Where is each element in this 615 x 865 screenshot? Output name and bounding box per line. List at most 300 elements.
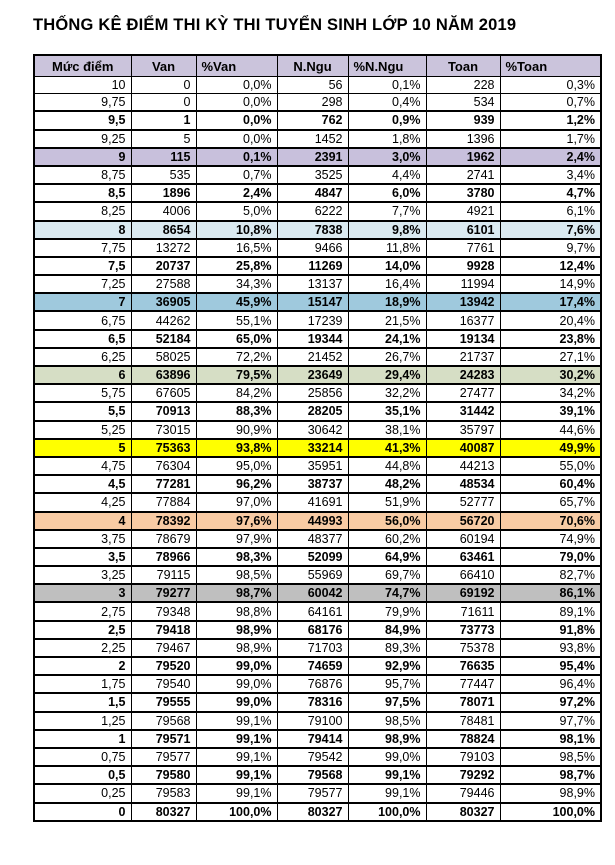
score-cell: 1,75 (34, 675, 131, 693)
table-row (34, 693, 601, 711)
value-cell: 16,4% (348, 275, 426, 293)
value-cell: 64161 (277, 602, 348, 620)
header-row (34, 55, 601, 77)
value-cell: 7838 (277, 221, 348, 239)
value-cell: 7761 (426, 239, 500, 257)
value-cell: 0,7% (500, 94, 601, 112)
value-cell: 6222 (277, 202, 348, 220)
value-cell: 97,5% (348, 693, 426, 711)
value-cell: 70913 (131, 402, 196, 420)
value-cell: 64,9% (348, 548, 426, 566)
value-cell: 79555 (131, 693, 196, 711)
table-row (34, 311, 601, 329)
value-cell: 56 (277, 77, 348, 94)
score-cell: 6,5 (34, 330, 131, 348)
value-cell: 52777 (426, 493, 500, 511)
table-row (34, 675, 601, 693)
value-cell: 80327 (277, 803, 348, 821)
value-cell: 4006 (131, 202, 196, 220)
table-row (34, 548, 601, 566)
value-cell: 69,7% (348, 566, 426, 584)
value-cell: 80327 (426, 803, 500, 821)
value-cell: 1,7% (500, 130, 601, 148)
score-cell: 8 (34, 221, 131, 239)
table-row (34, 257, 601, 275)
score-cell: 2,25 (34, 639, 131, 657)
value-cell: 41,3% (348, 439, 426, 457)
value-cell: 228 (426, 77, 500, 94)
value-cell: 98,9% (196, 621, 277, 639)
value-cell: 91,8% (500, 621, 601, 639)
value-cell: 79577 (277, 784, 348, 802)
value-cell: 1962 (426, 148, 500, 166)
value-cell: 78481 (426, 712, 500, 730)
value-cell: 99,1% (196, 748, 277, 766)
value-cell: 55,0% (500, 457, 601, 475)
table-row (34, 803, 601, 821)
value-cell: 60194 (426, 530, 500, 548)
value-cell: 88,3% (196, 402, 277, 420)
value-cell: 1452 (277, 130, 348, 148)
value-cell: 45,9% (196, 293, 277, 311)
value-cell: 79,9% (348, 602, 426, 620)
value-cell: 99,1% (196, 712, 277, 730)
value-cell: 99,0% (196, 657, 277, 675)
value-cell: 100,0% (348, 803, 426, 821)
value-cell: 9928 (426, 257, 500, 275)
value-cell: 44,8% (348, 457, 426, 475)
score-statistics-table (33, 54, 602, 822)
value-cell: 98,5% (348, 712, 426, 730)
value-cell: 76304 (131, 457, 196, 475)
value-cell: 1896 (131, 184, 196, 202)
value-cell: 35951 (277, 457, 348, 475)
table-row (34, 421, 601, 439)
table-row (34, 602, 601, 620)
value-cell: 0 (131, 94, 196, 112)
value-cell: 2741 (426, 166, 500, 184)
table-row (34, 239, 601, 257)
value-cell: 73773 (426, 621, 500, 639)
value-cell: 98,8% (196, 602, 277, 620)
value-cell: 6101 (426, 221, 500, 239)
value-cell: 55,1% (196, 311, 277, 329)
value-cell: 14,9% (500, 275, 601, 293)
value-cell: 77447 (426, 675, 500, 693)
value-cell: 2,4% (500, 148, 601, 166)
value-cell: 97,7% (500, 712, 601, 730)
value-cell: 0,9% (348, 111, 426, 129)
value-cell: 20,4% (500, 311, 601, 329)
value-cell: 100,0% (196, 803, 277, 821)
value-cell: 44,6% (500, 421, 601, 439)
value-cell: 26,7% (348, 348, 426, 366)
value-cell: 0 (131, 77, 196, 94)
value-cell: 79542 (277, 748, 348, 766)
value-cell: 78966 (131, 548, 196, 566)
score-cell: 9 (34, 148, 131, 166)
value-cell: 939 (426, 111, 500, 129)
value-cell: 0,0% (196, 130, 277, 148)
score-cell: 0,5 (34, 766, 131, 784)
value-cell: 93,8% (196, 439, 277, 457)
value-cell: 79,0% (500, 548, 601, 566)
score-cell: 6,75 (34, 311, 131, 329)
value-cell: 17,4% (500, 293, 601, 311)
value-cell: 58025 (131, 348, 196, 366)
value-cell: 98,9% (196, 639, 277, 657)
value-cell: 71611 (426, 602, 500, 620)
value-cell: 98,5% (500, 748, 601, 766)
column-header: N.Ngu (277, 55, 348, 77)
value-cell: 30642 (277, 421, 348, 439)
value-cell: 1396 (426, 130, 500, 148)
value-cell: 75363 (131, 439, 196, 457)
value-cell: 12,4% (500, 257, 601, 275)
column-header: %Van (196, 55, 277, 77)
value-cell: 19134 (426, 330, 500, 348)
table-row (34, 221, 601, 239)
table-row (34, 457, 601, 475)
value-cell: 79414 (277, 730, 348, 748)
value-cell: 16377 (426, 311, 500, 329)
value-cell: 99,1% (196, 766, 277, 784)
value-cell: 79,5% (196, 366, 277, 384)
table-row (34, 166, 601, 184)
value-cell: 78824 (426, 730, 500, 748)
value-cell: 298 (277, 94, 348, 112)
value-cell: 100,0% (500, 803, 601, 821)
value-cell: 4,4% (348, 166, 426, 184)
table-row (34, 439, 601, 457)
value-cell: 98,9% (500, 784, 601, 802)
value-cell: 52099 (277, 548, 348, 566)
value-cell: 84,9% (348, 621, 426, 639)
table-row (34, 566, 601, 584)
value-cell: 79446 (426, 784, 500, 802)
value-cell: 79568 (131, 712, 196, 730)
score-cell: 6 (34, 366, 131, 384)
value-cell: 25,8% (196, 257, 277, 275)
table-row (34, 712, 601, 730)
value-cell: 79115 (131, 566, 196, 584)
value-cell: 34,3% (196, 275, 277, 293)
value-cell: 77884 (131, 493, 196, 511)
value-cell: 72,2% (196, 348, 277, 366)
value-cell: 49,9% (500, 439, 601, 457)
value-cell: 80327 (131, 803, 196, 821)
value-cell: 0,0% (196, 77, 277, 94)
value-cell: 21452 (277, 348, 348, 366)
value-cell: 36905 (131, 293, 196, 311)
value-cell: 56720 (426, 512, 500, 530)
value-cell: 79577 (131, 748, 196, 766)
value-cell: 44262 (131, 311, 196, 329)
score-cell: 5,75 (34, 384, 131, 402)
value-cell: 78392 (131, 512, 196, 530)
score-cell: 5,5 (34, 402, 131, 420)
value-cell: 27588 (131, 275, 196, 293)
score-cell: 0,75 (34, 748, 131, 766)
value-cell: 19344 (277, 330, 348, 348)
value-cell: 60,2% (348, 530, 426, 548)
value-cell: 65,0% (196, 330, 277, 348)
value-cell: 5 (131, 130, 196, 148)
value-cell: 99,0% (348, 748, 426, 766)
score-cell: 3,5 (34, 548, 131, 566)
value-cell: 98,5% (196, 566, 277, 584)
value-cell: 76876 (277, 675, 348, 693)
table-row (34, 184, 601, 202)
value-cell: 2,4% (196, 184, 277, 202)
score-cell: 5 (34, 439, 131, 457)
value-cell: 29,4% (348, 366, 426, 384)
value-cell: 98,9% (348, 730, 426, 748)
table-row (34, 657, 601, 675)
column-header: %Toan (500, 55, 601, 77)
value-cell: 60,4% (500, 475, 601, 493)
value-cell: 11,8% (348, 239, 426, 257)
value-cell: 3525 (277, 166, 348, 184)
value-cell: 0,0% (196, 111, 277, 129)
value-cell: 34,2% (500, 384, 601, 402)
value-cell: 3780 (426, 184, 500, 202)
value-cell: 20737 (131, 257, 196, 275)
value-cell: 79580 (131, 766, 196, 784)
value-cell: 44213 (426, 457, 500, 475)
value-cell: 78679 (131, 530, 196, 548)
value-cell: 40087 (426, 439, 500, 457)
value-cell: 97,6% (196, 512, 277, 530)
value-cell: 68176 (277, 621, 348, 639)
table-row (34, 275, 601, 293)
value-cell: 27477 (426, 384, 500, 402)
score-cell: 5,25 (34, 421, 131, 439)
table-row (34, 584, 601, 602)
value-cell: 97,0% (196, 493, 277, 511)
value-cell: 79467 (131, 639, 196, 657)
value-cell: 0,3% (500, 77, 601, 94)
table-row (34, 130, 601, 148)
value-cell: 2391 (277, 148, 348, 166)
value-cell: 56,0% (348, 512, 426, 530)
value-cell: 79348 (131, 602, 196, 620)
value-cell: 51,9% (348, 493, 426, 511)
table-row (34, 366, 601, 384)
value-cell: 71703 (277, 639, 348, 657)
value-cell: 75378 (426, 639, 500, 657)
score-cell: 3,25 (34, 566, 131, 584)
page-title: THỐNG KÊ ĐIỂM THI KỲ THI TUYỂN SINH LỚP 10 NĂM 2019 (33, 16, 517, 34)
value-cell: 0,1% (196, 148, 277, 166)
score-cell: 7 (34, 293, 131, 311)
value-cell: 4,7% (500, 184, 601, 202)
score-cell: 4 (34, 512, 131, 530)
value-cell: 82,7% (500, 566, 601, 584)
table-row (34, 293, 601, 311)
value-cell: 98,3% (196, 548, 277, 566)
table-row (34, 530, 601, 548)
value-cell: 79540 (131, 675, 196, 693)
value-cell: 74,7% (348, 584, 426, 602)
value-cell: 535 (131, 166, 196, 184)
value-cell: 13137 (277, 275, 348, 293)
value-cell: 93,8% (500, 639, 601, 657)
score-table-body (34, 77, 601, 821)
value-cell: 0,4% (348, 94, 426, 112)
value-cell: 79418 (131, 621, 196, 639)
score-cell: 2,75 (34, 602, 131, 620)
table-row (34, 621, 601, 639)
column-header: Van (131, 55, 196, 77)
value-cell: 0,7% (196, 166, 277, 184)
value-cell: 98,7% (196, 584, 277, 602)
score-cell: 1,5 (34, 693, 131, 711)
value-cell: 79103 (426, 748, 500, 766)
value-cell: 17239 (277, 311, 348, 329)
value-cell: 95,0% (196, 457, 277, 475)
value-cell: 52184 (131, 330, 196, 348)
score-cell: 0 (34, 803, 131, 821)
value-cell: 79583 (131, 784, 196, 802)
table-row (34, 512, 601, 530)
value-cell: 32,2% (348, 384, 426, 402)
score-cell: 1 (34, 730, 131, 748)
score-cell: 4,25 (34, 493, 131, 511)
table-row (34, 493, 601, 511)
value-cell: 63896 (131, 366, 196, 384)
table-row (34, 202, 601, 220)
value-cell: 21,5% (348, 311, 426, 329)
value-cell: 31442 (426, 402, 500, 420)
value-cell: 7,6% (500, 221, 601, 239)
value-cell: 79292 (426, 766, 500, 784)
value-cell: 99,1% (348, 766, 426, 784)
value-cell: 99,0% (196, 675, 277, 693)
column-header: Toan (426, 55, 500, 77)
value-cell: 79568 (277, 766, 348, 784)
score-cell: 2,5 (34, 621, 131, 639)
table-row (34, 748, 601, 766)
score-cell: 7,75 (34, 239, 131, 257)
score-cell: 2 (34, 657, 131, 675)
value-cell: 27,1% (500, 348, 601, 366)
value-cell: 11994 (426, 275, 500, 293)
column-header: Mức điểm (34, 55, 131, 77)
value-cell: 4847 (277, 184, 348, 202)
value-cell: 39,1% (500, 402, 601, 420)
value-cell: 13272 (131, 239, 196, 257)
value-cell: 74659 (277, 657, 348, 675)
value-cell: 38,1% (348, 421, 426, 439)
table-header (34, 55, 601, 77)
value-cell: 10,8% (196, 221, 277, 239)
value-cell: 44993 (277, 512, 348, 530)
score-cell: 10 (34, 77, 131, 94)
value-cell: 21737 (426, 348, 500, 366)
value-cell: 18,9% (348, 293, 426, 311)
value-cell: 8654 (131, 221, 196, 239)
value-cell: 79571 (131, 730, 196, 748)
value-cell: 78316 (277, 693, 348, 711)
score-cell: 7,25 (34, 275, 131, 293)
table-row (34, 384, 601, 402)
score-cell: 8,75 (34, 166, 131, 184)
value-cell: 6,0% (348, 184, 426, 202)
value-cell: 86,1% (500, 584, 601, 602)
value-cell: 99,1% (196, 730, 277, 748)
value-cell: 96,4% (500, 675, 601, 693)
value-cell: 9466 (277, 239, 348, 257)
table-row (34, 639, 601, 657)
value-cell: 23649 (277, 366, 348, 384)
score-cell: 3,75 (34, 530, 131, 548)
value-cell: 90,9% (196, 421, 277, 439)
value-cell: 15147 (277, 293, 348, 311)
value-cell: 65,7% (500, 493, 601, 511)
score-cell: 4,5 (34, 475, 131, 493)
value-cell: 7,7% (348, 202, 426, 220)
value-cell: 24,1% (348, 330, 426, 348)
value-cell: 9,7% (500, 239, 601, 257)
value-cell: 97,9% (196, 530, 277, 548)
value-cell: 24283 (426, 366, 500, 384)
value-cell: 9,8% (348, 221, 426, 239)
value-cell: 73015 (131, 421, 196, 439)
value-cell: 60042 (277, 584, 348, 602)
score-cell: 8,5 (34, 184, 131, 202)
score-cell: 1,25 (34, 712, 131, 730)
table-row (34, 94, 601, 112)
value-cell: 1,8% (348, 130, 426, 148)
table-row (34, 475, 601, 493)
value-cell: 4921 (426, 202, 500, 220)
value-cell: 95,7% (348, 675, 426, 693)
value-cell: 99,1% (196, 784, 277, 802)
table-row (34, 784, 601, 802)
value-cell: 25856 (277, 384, 348, 402)
value-cell: 33214 (277, 439, 348, 457)
value-cell: 69192 (426, 584, 500, 602)
value-cell: 48,2% (348, 475, 426, 493)
score-cell: 3 (34, 584, 131, 602)
value-cell: 3,4% (500, 166, 601, 184)
value-cell: 6,1% (500, 202, 601, 220)
table-row (34, 148, 601, 166)
value-cell: 95,4% (500, 657, 601, 675)
value-cell: 1,2% (500, 111, 601, 129)
value-cell: 3,0% (348, 148, 426, 166)
value-cell: 92,9% (348, 657, 426, 675)
table-row (34, 730, 601, 748)
score-cell: 0,25 (34, 784, 131, 802)
value-cell: 0,0% (196, 94, 277, 112)
value-cell: 99,0% (196, 693, 277, 711)
column-header: %N.Ngu (348, 55, 426, 77)
table-row (34, 77, 601, 94)
value-cell: 76635 (426, 657, 500, 675)
value-cell: 98,1% (500, 730, 601, 748)
score-cell: 9,75 (34, 94, 131, 112)
table-row (34, 330, 601, 348)
value-cell: 35797 (426, 421, 500, 439)
table-row (34, 766, 601, 784)
score-cell: 6,25 (34, 348, 131, 366)
score-cell: 8,25 (34, 202, 131, 220)
score-cell: 7,5 (34, 257, 131, 275)
value-cell: 41691 (277, 493, 348, 511)
value-cell: 99,1% (348, 784, 426, 802)
